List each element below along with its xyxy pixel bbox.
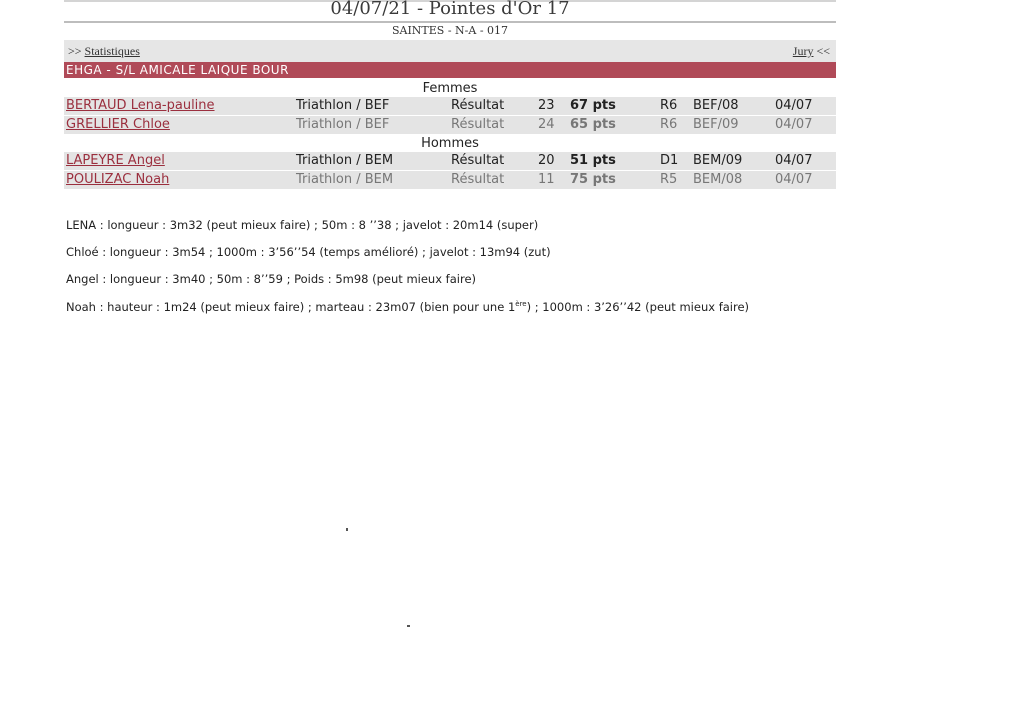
table-row (64, 171, 836, 189)
category-cell: BEF/09 (693, 117, 739, 132)
category-cell: BEF/08 (693, 98, 739, 113)
note-angel: Angel : longueur : 3m40 ; 50m : 8’’59 ; Poids : 5m98 (peut mieux faire) (66, 272, 477, 286)
level-cell: R6 (660, 117, 678, 132)
level-cell: R6 (660, 98, 678, 113)
note-noah-superscript: ère (515, 300, 527, 309)
result-cell: Résultat (451, 172, 505, 187)
date-cell: 04/07 (775, 98, 813, 113)
event-cell: Triathlon / BEF (296, 117, 390, 132)
athlete-name-link[interactable]: BERTAUD Lena-pauline (66, 98, 215, 113)
athlete-name-link[interactable]: LAPEYRE Angel (66, 153, 165, 168)
scan-speck (346, 528, 348, 531)
note-chloe: Chloé : longueur : 3m54 ; 1000m : 3’56’’54 (temps amélioré) ; javelot : 13m94 (zut) (66, 245, 551, 259)
nav-bar (64, 40, 836, 62)
nav-left-arrows: >> (68, 44, 82, 58)
club-name: EHGA - S/L AMICALE LAIQUE BOUR (66, 63, 289, 77)
athlete-name-link[interactable]: GRELLIER Chloe (66, 117, 170, 132)
result-cell: Résultat (451, 153, 505, 168)
event-cell: Triathlon / BEM (296, 153, 394, 168)
scan-speck (407, 625, 410, 627)
note-lena: LENA : longueur : 3m32 (peut mieux faire) ; 50m : 8 ’’38 ; javelot : 20m14 (super) (66, 218, 539, 232)
rank-cell: 24 (538, 117, 555, 132)
table-row (64, 152, 836, 170)
event-cell: Triathlon / BEF (296, 98, 390, 113)
nav-right-arrows: << (816, 44, 830, 58)
note-noah-part2: ) ; 1000m : 3’26’’42 (peut mieux faire) (526, 300, 750, 314)
rank-cell: 20 (538, 153, 555, 168)
points-cell: 65 pts (570, 117, 616, 132)
section-women-heading: Femmes (64, 80, 836, 97)
event-cell: Triathlon / BEM (296, 172, 394, 187)
result-cell: Résultat (451, 117, 505, 132)
club-header (64, 62, 836, 78)
points-cell: 67 pts (570, 98, 616, 113)
level-cell: D1 (660, 153, 679, 168)
page-title: 04/07/21 - Pointes d'Or 17 (330, 0, 570, 19)
jury-link[interactable]: Jury (792, 44, 814, 58)
category-cell: BEM/09 (693, 153, 743, 168)
statistics-link[interactable]: Statistiques (84, 44, 140, 58)
date-cell: 04/07 (775, 153, 813, 168)
athlete-name-link[interactable]: POULIZAC Noah (66, 172, 170, 187)
date-cell: 04/07 (775, 117, 813, 132)
note-noah-part1: Noah : hauteur : 1m24 (peut mieux faire) ; marteau : 23m07 (bien pour une 1 (66, 300, 516, 314)
date-cell: 04/07 (775, 172, 813, 187)
rank-cell: 23 (538, 98, 555, 113)
section-men-heading: Hommes (64, 135, 836, 152)
level-cell: R5 (660, 172, 678, 187)
category-cell: BEM/08 (693, 172, 743, 187)
note-noah (66, 300, 749, 314)
table-row (64, 97, 836, 115)
table-row (64, 116, 836, 134)
points-cell: 75 pts (570, 172, 616, 187)
result-cell: Résultat (451, 98, 505, 113)
nav-left-group (68, 44, 140, 59)
points-cell: 51 pts (570, 153, 616, 168)
page-subtitle: SAINTES - N-A - 017 (391, 24, 509, 37)
nav-right-group (793, 44, 830, 59)
rank-cell: 11 (538, 172, 555, 187)
